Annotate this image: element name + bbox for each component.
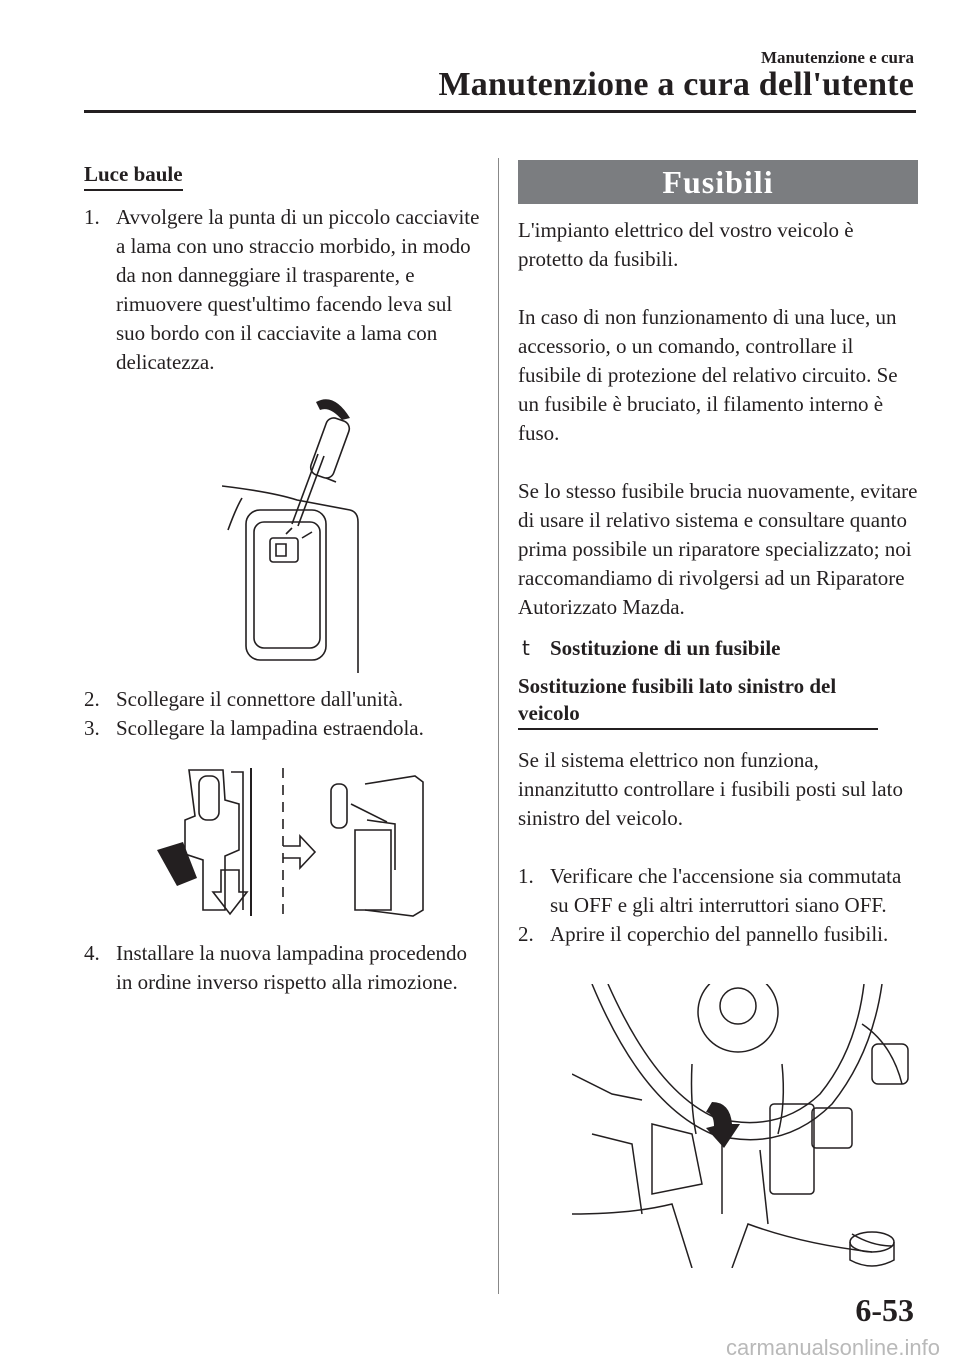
failure-paragraph: In caso di non funzionamento di una luce, un accessorio, o un comando, controllare il fusibile di protezione del relativo circuito. Se un fusibile è bruciato, il filamento interno è fuso.: [518, 305, 898, 445]
left-side-fuses-heading: Sostituzione fusibili lato sinistro del veicolo: [518, 673, 878, 730]
luce-baule-heading: Luce baule: [84, 161, 183, 191]
watermark: carmanualsonline.info: [725, 1335, 940, 1360]
fuse-step-2: [518, 920, 918, 949]
step-text: Avvolgere la punta di un piccolo cacciavite a lama con uno straccio morbido, in modo da non danneggiare il trasparente, e rimuovere quest'ultimo facendo leva sul suo bordo con il cacciavite a lama con delicatezza.: [116, 205, 480, 374]
fuse-replacement-heading: [518, 634, 918, 663]
fuse-panel-cover-illustration: [572, 984, 912, 1268]
column-divider: [498, 158, 499, 1294]
step-text: Scollegare la lampadina estraendola.: [116, 716, 424, 740]
step-4: [84, 939, 484, 997]
step-1: [84, 203, 484, 377]
step-text: Installare la nuova lampadina procedendo in ordine inverso rispetto alla rimozione.: [116, 941, 468, 994]
right-column: [518, 160, 918, 949]
header-section: Manutenzione e cura: [761, 48, 914, 67]
page-title: Manutenzione a cura dell'utente: [438, 66, 914, 103]
step-number: 1.: [84, 205, 100, 229]
step-number: 3.: [84, 716, 100, 740]
step-text: Aprire il coperchio del pannello fusibili.: [550, 922, 889, 946]
fuse-replacement-title: Sostituzione di un fusibile: [550, 636, 781, 660]
section-marker: t: [522, 636, 530, 660]
fusibili-band: Fusibili: [518, 160, 918, 204]
repeat-failure-paragraph: Se lo stesso fusibile brucia nuovamente, evitare di usare il relativo sistema e consultare quanto prima possibile un riparatore specializzato; noi raccomandiamo di rivolgersi ad un Riparatore Autorizzato Mazda.: [518, 479, 918, 619]
step-3: [84, 714, 484, 743]
fuse-step-1: [518, 862, 918, 920]
step-number: 1.: [518, 864, 534, 888]
step-number: 4.: [84, 941, 100, 965]
intro-paragraph: L'impianto elettrico del vostro veicolo è protetto da fusibili.: [518, 218, 854, 271]
header-rule: [84, 110, 916, 113]
step-2: [84, 685, 484, 714]
step-text: Verificare che l'accensione sia commutata su OFF e gli altri interruttori siano OFF.: [550, 864, 902, 917]
left-side-paragraph: Se il sistema elettrico non funziona, innanzitutto controllare i fusibili posti sul lato sinistro del veicolo.: [518, 748, 903, 830]
step-number: 2.: [518, 922, 534, 946]
step-text: Scollegare il connettore dall'unità.: [116, 687, 404, 711]
trunk-light-removal-illustration: [222, 388, 372, 678]
step-number: 2.: [84, 687, 100, 711]
page-number: 6-53: [855, 1292, 914, 1328]
bulb-removal-illustration: [155, 760, 435, 920]
